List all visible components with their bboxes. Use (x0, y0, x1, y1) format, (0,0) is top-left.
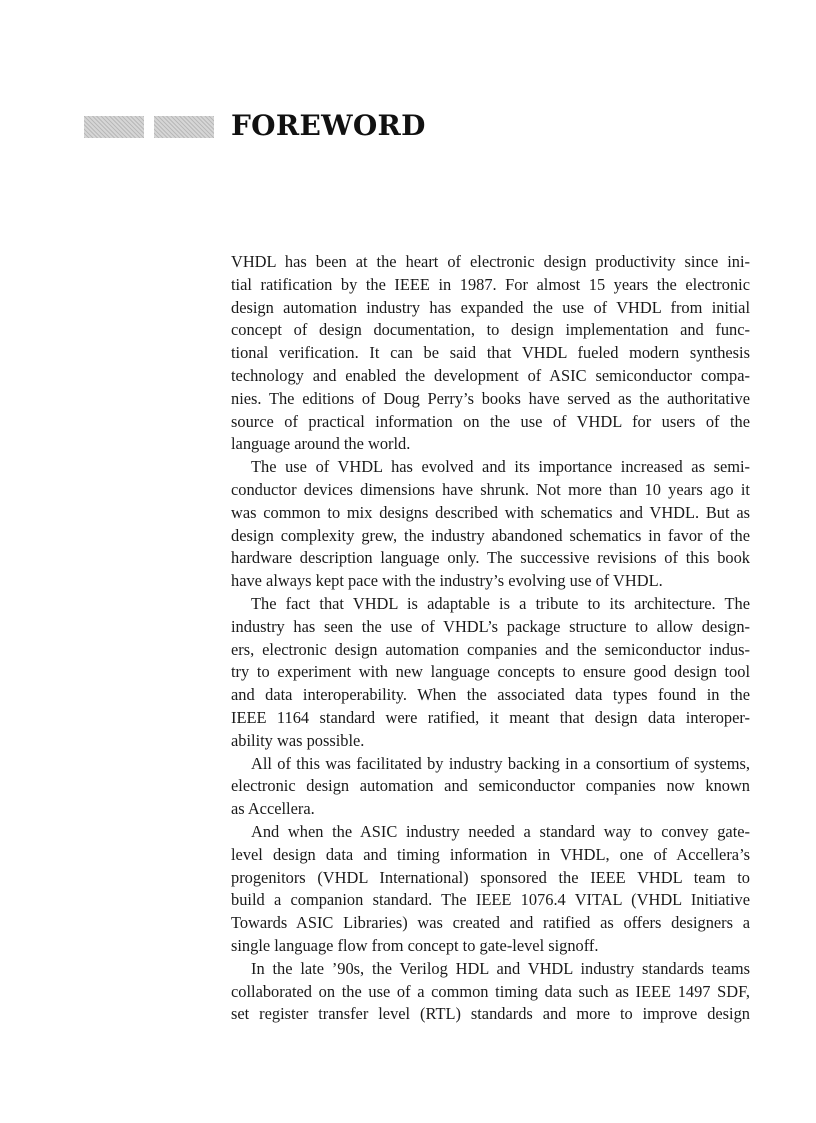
paragraph (231, 456, 750, 593)
text-line: nies. The editions of Doug Perry’s books have served as the authoritative (231, 388, 750, 408)
header-decoration (84, 116, 214, 138)
text-line: collaborated on the use of a common timing data such as IEEE 1497 SDF, (231, 981, 750, 1001)
paragraph (231, 753, 750, 821)
text-line: level design data and timing information in VHDL, one of Accellera’s (231, 844, 750, 864)
text-line: electronic design automation and semiconductor companies now known (231, 776, 750, 796)
text-line: technology and enabled the development of ASIC semiconductor compa- (231, 365, 750, 385)
text-line: All of this was facilitated by industry backing in a consortium of systems, (251, 753, 750, 773)
text-line: Towards ASIC Libraries) was created and ratified as offers designers a (231, 913, 750, 933)
text-line: ability was possible. (231, 730, 365, 750)
text-line: VHDL has been at the heart of electronic design productivity since ini- (231, 252, 750, 271)
text-line: ers, electronic design automation companies and the semiconductor indus- (231, 639, 750, 659)
text-line: design automation industry has expanded the use of VHDL from initial (231, 297, 750, 317)
text-line: try to experiment with new language concepts to ensure good design tool (231, 662, 750, 682)
text-line: concept of design documentation, to design implementation and func- (231, 320, 750, 340)
decorative-bar-right (154, 116, 214, 138)
text-line: The use of VHDL has evolved and its importance increased as semi- (251, 457, 750, 477)
paragraph (231, 251, 750, 456)
text-line: as Accellera. (231, 799, 315, 819)
text-line: set register transfer level (RTL) standards and more to improve design (231, 1004, 750, 1024)
page-title: FOREWORD (231, 109, 426, 142)
text-line: source of practical information on the use of VHDL for users of the (231, 411, 750, 431)
paragraph (231, 958, 750, 1026)
text-line: design complexity grew, the industry abandoned schematics in favor of the (231, 525, 750, 545)
text-line: And when the ASIC industry needed a standard way to convey gate- (251, 821, 750, 841)
text-line: IEEE 1164 standard were ratified, it meant that design data interoper- (231, 707, 750, 727)
text-line: conductor devices dimensions have shrunk. Not more than 10 years ago it (231, 479, 750, 499)
text-line: progenitors (VHDL International) sponsored the IEEE VHDL team to (231, 867, 750, 887)
text-line: In the late ’90s, the Verilog HDL and VHDL industry standards teams (251, 958, 750, 978)
text-line: single language flow from concept to gate-level signoff. (231, 935, 599, 955)
text-line: tial ratification by the IEEE in 1987. For almost 15 years the electronic (231, 274, 750, 294)
decorative-bar-left (84, 116, 144, 138)
text-line: was common to mix designs described with schematics and VHDL. But as (231, 502, 750, 522)
text-line: and data interoperability. When the associated data types found in the (231, 685, 750, 705)
text-line: language around the world. (231, 434, 411, 454)
text-line: tional verification. It can be said that VHDL fueled modern synthesis (231, 343, 750, 363)
foreword-body (231, 251, 750, 1026)
text-line: industry has seen the use of VHDL’s package structure to allow design- (231, 616, 750, 636)
text-line: The fact that VHDL is adaptable is a tribute to its architecture. The (251, 593, 750, 613)
text-line: build a companion standard. The IEEE 1076.4 VITAL (VHDL Initiative (231, 890, 750, 910)
text-line: hardware description language only. The successive revisions of this book (231, 548, 750, 568)
paragraph (231, 821, 750, 958)
paragraph (231, 593, 750, 753)
text-line: have always kept pace with the industry’s evolving use of VHDL. (231, 571, 663, 591)
